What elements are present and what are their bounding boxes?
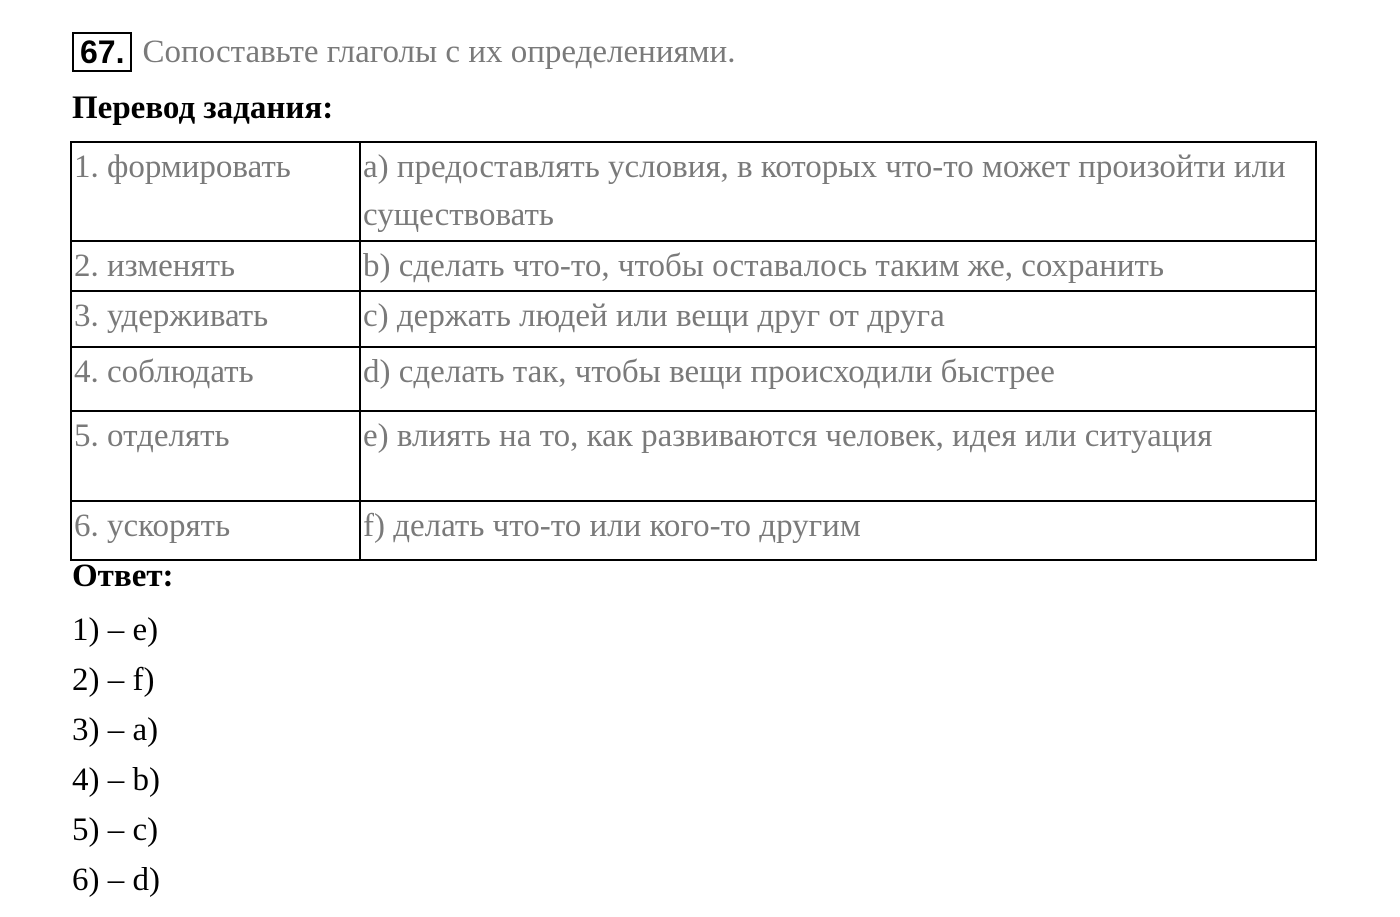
answer-item: 4) – b) <box>72 762 160 798</box>
answer-item: 3) – a) <box>72 712 159 748</box>
answer-list <box>72 605 160 905</box>
verb-cell: 4. соблюдать <box>71 347 360 411</box>
task-number: 67. <box>72 32 132 72</box>
answer-item: 1) – e) <box>72 612 159 648</box>
translation-title: Перевод задания: <box>72 90 334 126</box>
verb-cell: 1. формировать <box>71 142 360 241</box>
answer-item: 5) – c) <box>72 812 159 848</box>
definition-cell: f) делать что-то или кого-то другим <box>360 501 1316 560</box>
table-row <box>71 142 1316 241</box>
table-row <box>71 347 1316 411</box>
matching-table <box>70 141 1317 561</box>
table-row <box>71 501 1316 560</box>
table-row <box>71 291 1316 347</box>
table-row <box>71 241 1316 291</box>
definition-cell: a) предоставлять условия, в которых что-то может произойти или существовать <box>360 142 1316 241</box>
definition-cell: c) держать людей или вещи друг от друга <box>360 291 1316 347</box>
verb-cell: 5. отделять <box>71 411 360 501</box>
answer-title: Ответ: <box>72 558 174 594</box>
task-header <box>72 30 735 74</box>
answer-item: 6) – d) <box>72 862 160 898</box>
table-row <box>71 411 1316 501</box>
verb-cell: 2. изменять <box>71 241 360 291</box>
definition-cell: e) влиять на то, как развиваются человек, идея или ситуация <box>360 411 1316 501</box>
definition-cell: b) сделать что-то, чтобы оставалось таким же, сохранить <box>360 241 1316 291</box>
task-instruction: Сопоставьте глаголы с их определениями. <box>142 33 736 70</box>
verb-cell: 3. удерживать <box>71 291 360 347</box>
verb-cell: 6. ускорять <box>71 501 360 560</box>
answer-item: 2) – f) <box>72 662 155 698</box>
definition-cell: d) сделать так, чтобы вещи происходили быстрее <box>360 347 1316 411</box>
